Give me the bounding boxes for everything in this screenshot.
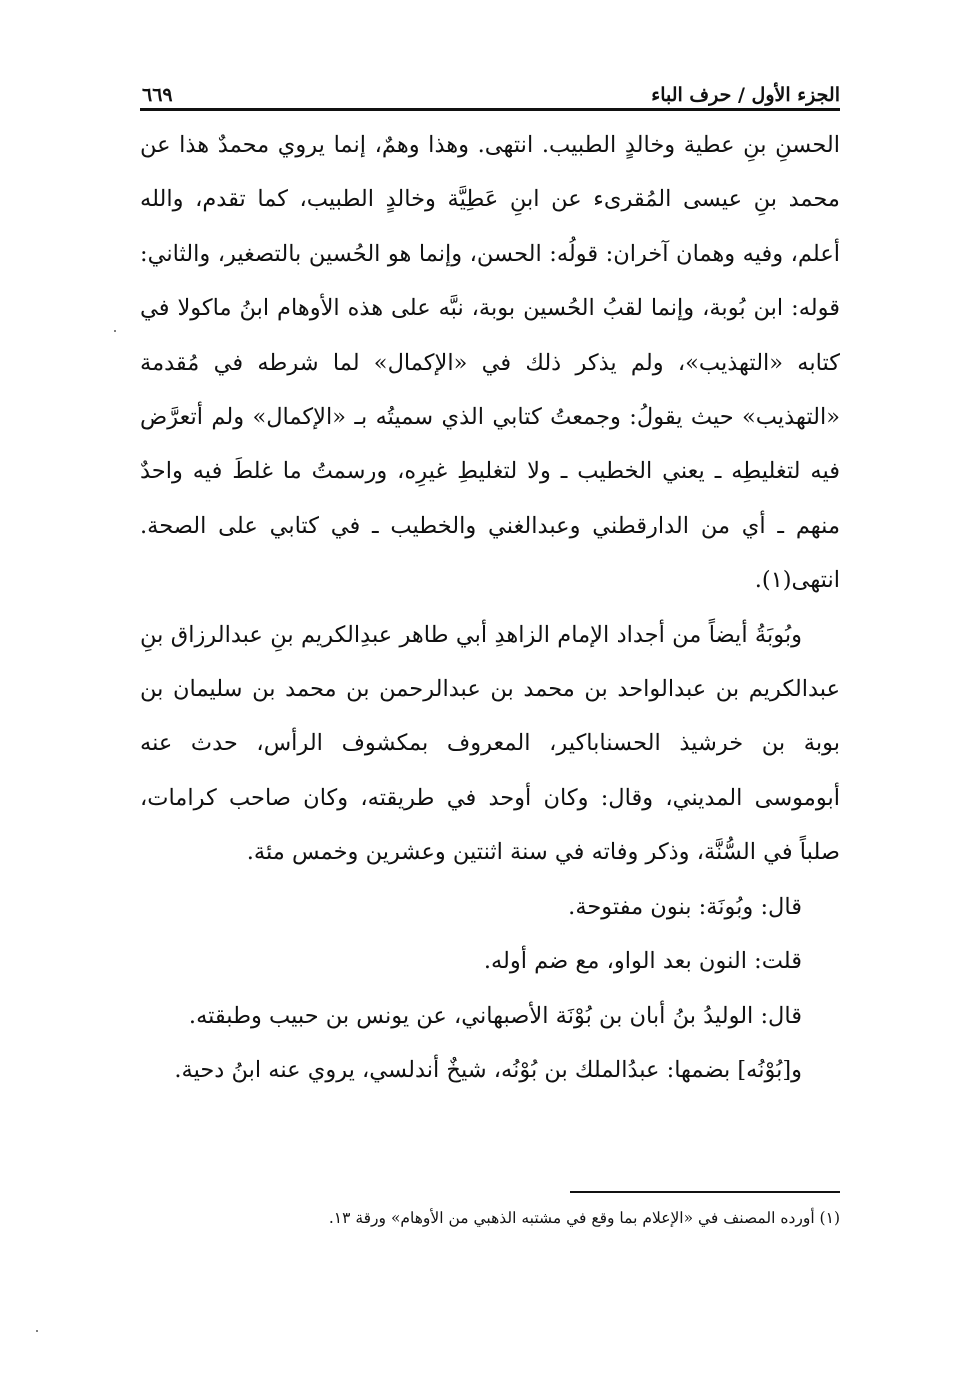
scan-speck [114, 330, 116, 332]
text-line: قلت: النون بعد الواو، مع ضم أوله. [483, 948, 802, 975]
text-line: و[بُوْنُه] بضمها: عبدُالملك بن بُوْنُه، شيخٌ أندلسي، يروي عنه [268, 1056, 802, 1083]
page-number: ٦٦٩ [142, 84, 173, 106]
text-line: الحسنِ بنِ عطية وخالدٍ الطبيب. انتهى. وهذا وهمٌ، إنما يروي محمدٌ [217, 132, 840, 158]
text-line: هذا عن محمد بنِ عيسى المُقرىء عن ابنِ عَطِيَّة وخالدٍ الطبيب، كما [140, 132, 840, 213]
running-header [142, 70, 840, 106]
text-line: قال: وبُونَة: بنون مفتوحة. [568, 893, 802, 920]
footnote-rule [570, 1191, 840, 1193]
running-title: الجزء الأول / حرف الباء [651, 84, 840, 106]
footnote: (١) أورده المصنف في «الإعلام بما وقع في مشتبه الذهبي من الأوهام» ورقة ١٣. [328, 1209, 840, 1227]
paragraph [140, 1043, 840, 1097]
text-line: الذي سميتُه بـ «الإكمال» ولم أتعرَّض فيه لتغليطِه ـ يعني الخطيب ـ [140, 404, 840, 485]
text-line: ولا لتغليطِ غيرِه، ورسمتُ ما غلطَ فيه واحدٌ منهم ـ أي من الدارقطني [140, 458, 841, 539]
text-line: هذه الأوهام ابنُ ماكولا في كتابه «التهذيب»، ولم يذكر ذلك في [140, 295, 840, 376]
text-line: عبدالرزاق بنِ عبدالكريم بن عبدالواحد بن محمد بن عبدالرحمن بن [140, 621, 841, 703]
paragraph [140, 118, 840, 608]
scan-speck [36, 1330, 38, 1332]
text-line: تقدم، والله أعلم، وفيه وهمان آخران: قولُه: الحسن، وإنما هو الحُسين [140, 186, 840, 267]
text-line: وعبدالغني والخطيب ـ في كتابي على الصحة. انتهى(١). [140, 512, 840, 594]
text-line: الرأس، حدث عنه أبوموسى المديني، وقال: وكان أوحد في طريقته، [140, 730, 840, 811]
text-line: قال: الوليدُ بنُ أبان بن بُوْنَة الأصبهاني، عن يونس بن حبيب [269, 1002, 802, 1029]
paragraph [140, 608, 840, 880]
text-line: «الإكمال» لما شرطه في مُقدمة «التهذيب» حيث يقولُ: وجمعتُ كتابي [140, 349, 840, 431]
main-text [140, 118, 840, 1097]
text-line: وبُوبَةُ أيضاً من أجداد الإمام الزاهدِ أبي طاهر عبدِالكريم بنِ [270, 621, 802, 648]
text-line: ابنُ دحية. [174, 1056, 262, 1083]
paragraph [140, 989, 840, 1043]
paragraph [140, 880, 840, 934]
text-line: وعشرين وخمس مئة. [246, 839, 446, 866]
paragraph [140, 934, 840, 988]
text-line: وكان صاحب كرامات، صلباً في السُّنَّة، وذكر وفاته في سنة اثنتين [140, 784, 840, 866]
text-line: وطبقته. [188, 1002, 262, 1029]
text-line: محمد بن سليمان بن بوبة بن خرشيذ الحسناباكير، المعروف بمكشوف [140, 676, 840, 757]
header-rule [140, 108, 840, 111]
text-line: بالتصغير، والثاني: قوله: ابن بُوبة، وإنما لقبُ الحُسين بوبة، نبَّه على [140, 240, 840, 322]
